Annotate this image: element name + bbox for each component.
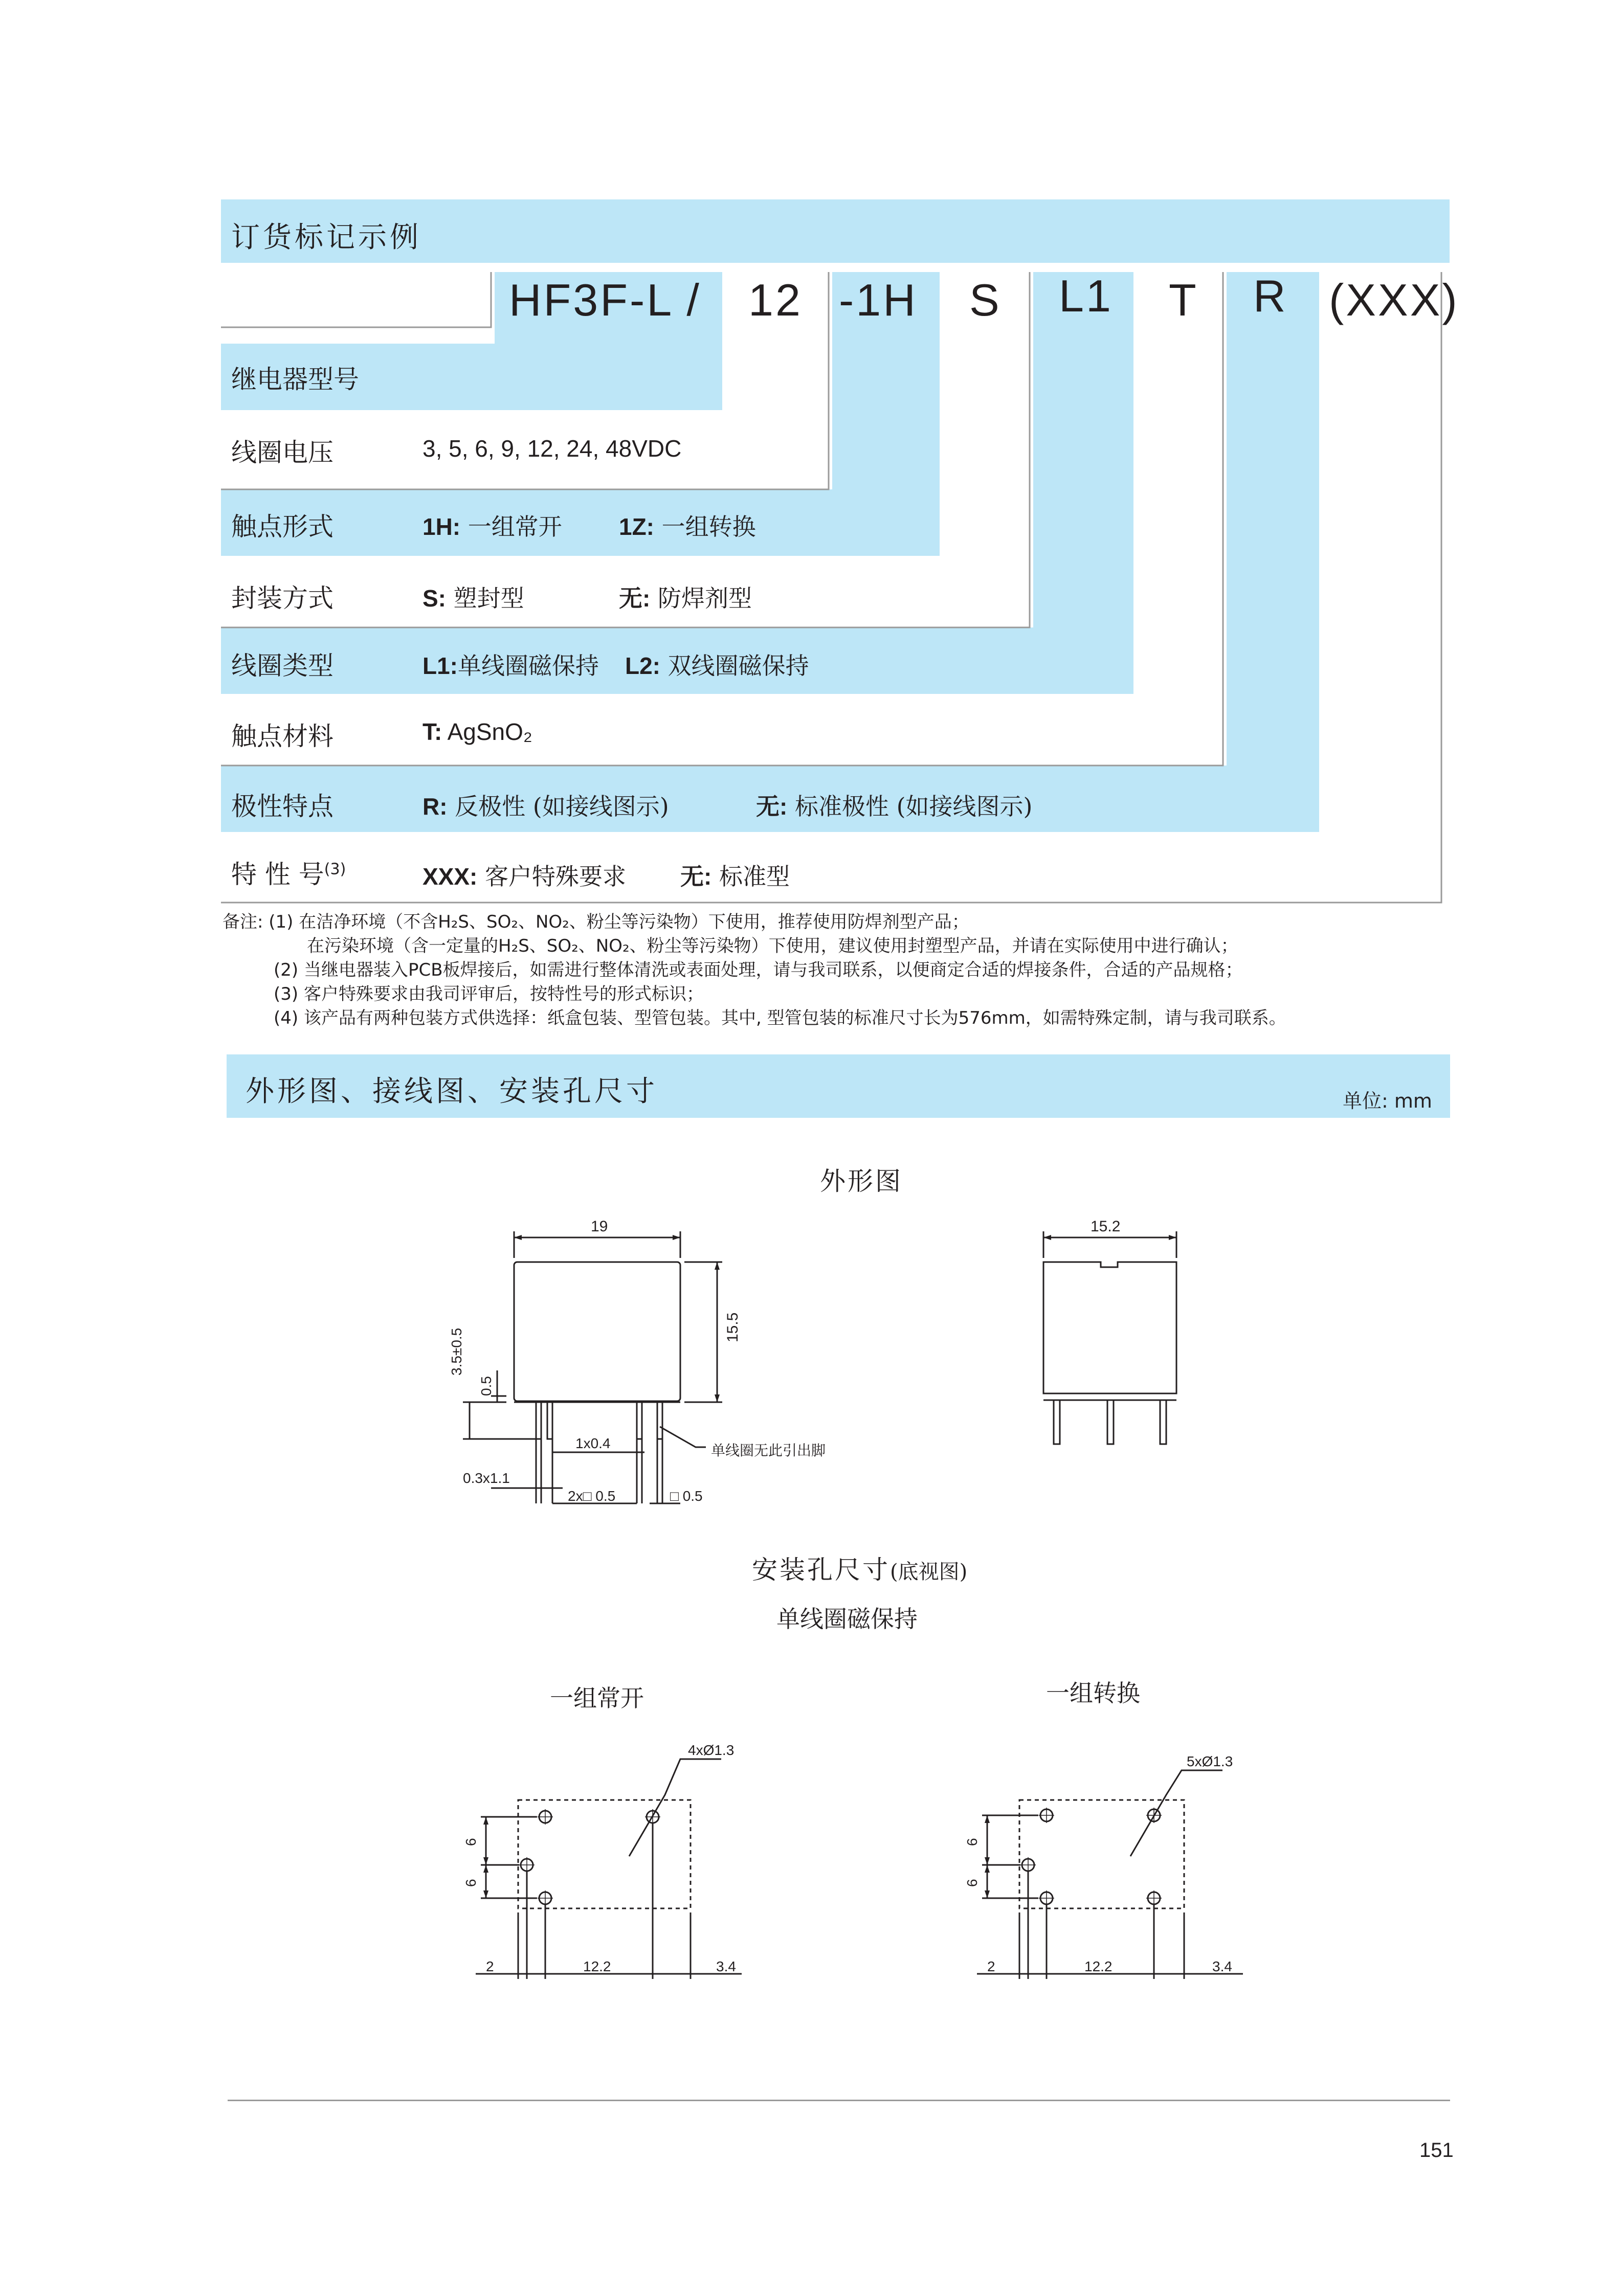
val: 标准型 [711,863,790,890]
holes-spec: 4xØ1.3 [688,1742,735,1758]
front-view-drawing [440,1202,788,1509]
val: 标准极性 (如接线图示) [787,793,1033,820]
mount-title [752,1549,967,1586]
key: T: [422,718,442,745]
pin [637,1402,642,1439]
key: XXX: [422,863,478,890]
holes-spec: 5xØ1.3 [1187,1753,1233,1769]
pin [1160,1400,1166,1444]
val: 客户特殊要求 [477,863,626,890]
dim-gap2: □ 0.5 [670,1488,703,1504]
val: AgSnO₂ [442,718,532,745]
row-value-material [422,718,532,746]
row-label-model: 继电器型号 [231,365,359,394]
dim-6b: 6 [964,1879,980,1887]
val: 一组转换 [654,513,756,541]
row-value-contact-2 [619,508,756,542]
val: 一组常开 [460,513,562,541]
side-body [1043,1262,1176,1393]
key: R: [422,793,448,820]
feature-sup: (3) [324,860,346,879]
dim-pin-length: 3.5±0.5 [449,1327,464,1376]
val: 反极性 (如接线图示) [447,793,669,820]
row-value-contact-1 [422,508,562,542]
page-number: 151 [1419,2139,1454,2162]
no-hole-layout [460,1739,757,2005]
side-view-drawing [1033,1202,1197,1457]
feature-label: 特 性 号 [231,860,324,889]
dims-section-title: 外形图、接线图、安装孔尺寸 [246,1075,658,1108]
key: 1Z: [619,513,654,540]
dim-12-2: 12.2 [583,1959,611,1974]
note-line: (3) 客户特殊要求由我司评审后，按特性号的形式标识； [274,984,704,1004]
co-title: 一组转换 [1046,1679,1140,1707]
code-series: HF3F-L / [509,275,701,325]
code-polarity: R [1253,271,1288,321]
code-material: T [1169,275,1198,325]
note-line: (2) 当继电器装入PCB板焊接后，如需进行整体清洗或表面处理，请与我司联系，以便商定合适的焊接条件，合适的产品规格； [274,960,1243,980]
dim-6a: 6 [463,1838,479,1846]
row-value-polarity-1 [422,788,669,822]
row-value-coiltype-1 [422,647,599,681]
note-line: 备注: (1) 在洁净环境（不含H₂S、SO₂、NO₂、粉尘等污染物）下使用，推荐使用防焊剂型产品； [223,912,969,932]
dim-12-2: 12.2 [1084,1959,1113,1974]
callout-single-coil: 单线圈无此引出脚 [711,1442,826,1459]
dim-6a: 6 [964,1838,980,1846]
notes-block [223,910,1460,1030]
row-value-voltage: 3, 5, 6, 9, 12, 24, 48VDC [422,435,682,462]
key: 无: [619,585,651,612]
relay-body [514,1262,680,1401]
row-label-coiltype: 线圈类型 [231,651,333,681]
key: L1: [422,652,458,679]
dim-pin-section: 0.3x1.1 [463,1470,510,1486]
dim-gap1: 2x□ 0.5 [568,1488,616,1504]
dim-width: 19 [591,1218,608,1235]
pin [1054,1400,1060,1444]
row-value-feature-2 [680,858,790,892]
val: 塑封型 [446,584,524,612]
dim-pin-pitch: 1x0.4 [575,1435,611,1451]
pin [547,1402,552,1439]
outline-title: 外形图 [820,1166,903,1196]
code-package: S [969,275,1002,325]
dim-2: 2 [486,1959,494,1974]
code-feature: (XXX) [1329,275,1459,325]
val: 单线圈磁保持 [458,652,599,680]
dim-2: 2 [987,1959,995,1974]
key: L2: [625,652,660,679]
note-line: (4) 该产品有两种包装方式供选择：纸盒包装、型管包装。其中, 型管包装的标准尺寸长为576mm，如需特殊定制，请与我司联系。 [274,1008,1286,1028]
order-section-title: 订货标记示例 [231,221,421,254]
val: 防焊剂型 [650,584,752,612]
pin [1107,1400,1114,1444]
row-label-contact: 触点形式 [231,512,333,542]
note-line: 在污染环境（含一定量的H₂S、SO₂、NO₂、粉尘等污染物）下使用，建议使用封塑型产品，并请在实际使用中进行确认； [307,936,1238,956]
unit-label: 单位: mm [1343,1090,1432,1112]
code-voltage: 12 [748,275,803,325]
code-coiltype: L1 [1059,271,1113,321]
footer-rule [228,2100,1450,2101]
key: S: [422,585,446,612]
row-value-package-2 [619,580,752,614]
mount-title-text: 安装孔尺寸 [752,1555,890,1585]
row-value-coiltype-2 [625,647,809,681]
row-label-polarity: 极性特点 [231,792,333,821]
row-value-polarity-2 [756,788,1032,822]
key: 无: [756,793,788,820]
dim-6b: 6 [463,1879,479,1887]
line-top [221,272,491,327]
row-label-voltage: 线圈电压 [231,438,333,467]
row-value-package-1 [422,580,524,614]
dim-side-width: 15.2 [1091,1218,1121,1235]
val: 双线圈磁保持 [660,652,809,680]
pin [536,1402,541,1439]
key: 无: [680,863,712,890]
coil-type-title: 单线圈磁保持 [776,1605,918,1633]
row-label-feature [231,854,346,891]
dim-height: 15.5 [724,1312,741,1342]
mount-subtitle: (底视图) [890,1560,968,1584]
dim-3-4: 3.4 [1212,1959,1232,1974]
co-hole-layout [962,1739,1258,2005]
no-title: 一组常开 [550,1684,644,1712]
row-value-feature-1 [422,858,626,892]
row-label-material: 触点材料 [231,722,333,751]
key: 1H: [422,513,461,540]
dim-standoff: 0.5 [478,1376,494,1396]
code-contact: -1H [839,275,918,325]
dim-3-4: 3.4 [716,1959,736,1974]
pin [657,1402,662,1439]
row-label-package: 封装方式 [231,583,333,613]
